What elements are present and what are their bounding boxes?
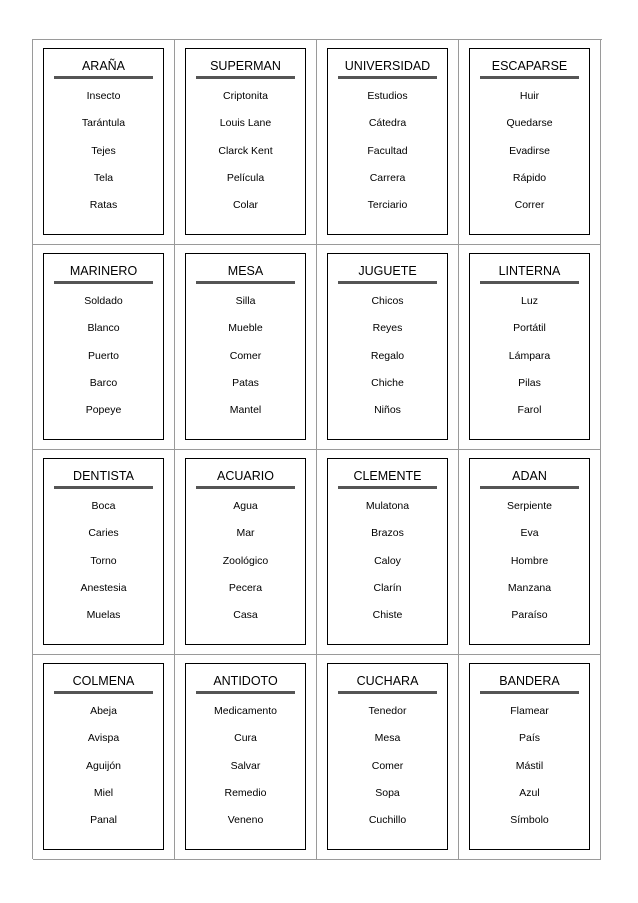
- card-cell: [459, 450, 601, 655]
- title-divider: [196, 76, 295, 79]
- forbidden-word: Barco: [89, 376, 118, 389]
- forbidden-word: Cuchillo: [368, 814, 407, 827]
- forbidden-word: Muelas: [86, 609, 121, 622]
- card-title: JUGUETE: [358, 264, 417, 278]
- forbidden-word-list: [44, 499, 163, 635]
- forbidden-word: Anestesia: [80, 581, 127, 594]
- card-title: MARINERO: [69, 264, 138, 278]
- forbidden-word: Aguijón: [85, 759, 122, 772]
- forbidden-word-list: [328, 499, 447, 635]
- title-divider: [54, 281, 153, 284]
- forbidden-word: Reyes: [372, 322, 403, 335]
- forbidden-word: Correr: [514, 199, 545, 212]
- forbidden-word: Agua: [233, 500, 258, 512]
- taboo-card: [43, 253, 164, 440]
- card-grid: [33, 40, 602, 860]
- taboo-card: [185, 253, 306, 440]
- title-divider: [480, 691, 579, 694]
- card-title: COLMENA: [72, 674, 135, 688]
- card-cell: [317, 450, 459, 655]
- forbidden-word: Facultad: [367, 144, 408, 157]
- forbidden-word: Lámpara: [508, 349, 551, 362]
- forbidden-word: Farol: [517, 404, 542, 417]
- taboo-card: [43, 48, 164, 235]
- forbidden-word: Veneno: [227, 814, 264, 827]
- forbidden-word-list: [328, 294, 447, 430]
- card-sheet: [32, 39, 602, 859]
- card-cell: [175, 245, 317, 450]
- title-divider: [196, 281, 295, 284]
- forbidden-word-list: [44, 294, 163, 430]
- title-divider: [54, 691, 153, 694]
- card-title: ACUARIO: [217, 469, 274, 483]
- forbidden-word: Azul: [519, 786, 540, 799]
- forbidden-word: Puerto: [88, 349, 119, 362]
- taboo-card: [185, 663, 306, 850]
- forbidden-word-list: [328, 89, 447, 225]
- forbidden-word: Miel: [93, 786, 114, 799]
- forbidden-word: Mueble: [228, 322, 263, 335]
- card-title: MESA: [227, 264, 264, 278]
- forbidden-word-list: [44, 89, 163, 225]
- forbidden-word: Mantel: [229, 404, 262, 417]
- card-title: UNIVERSIDAD: [344, 59, 431, 73]
- forbidden-word: Cura: [234, 732, 257, 745]
- forbidden-word: Portátil: [513, 322, 546, 335]
- forbidden-word-list: [186, 499, 305, 635]
- card-cell: [175, 450, 317, 655]
- card-cell: [459, 655, 601, 860]
- forbidden-word: Terciario: [367, 199, 408, 212]
- forbidden-word: Cátedra: [368, 117, 407, 130]
- card-title: BANDERA: [499, 674, 560, 688]
- forbidden-word: Película: [226, 171, 265, 184]
- forbidden-word: Chiche: [371, 376, 404, 389]
- forbidden-word: Evadirse: [509, 144, 550, 157]
- card-cell: [317, 40, 459, 245]
- forbidden-word: Abeja: [90, 705, 117, 717]
- forbidden-word: Mulatona: [365, 500, 410, 512]
- forbidden-word: País: [518, 732, 540, 745]
- title-divider: [480, 281, 579, 284]
- forbidden-word: Símbolo: [510, 814, 549, 827]
- forbidden-word: Comer: [371, 759, 404, 772]
- title-divider: [196, 486, 295, 489]
- forbidden-word: Popeye: [85, 404, 122, 417]
- forbidden-word: Huir: [519, 90, 540, 102]
- card-title: CUCHARA: [356, 674, 419, 688]
- forbidden-word: Remedio: [224, 786, 267, 799]
- forbidden-word: Boca: [91, 500, 116, 512]
- forbidden-word: Clarín: [373, 581, 402, 594]
- forbidden-word: Mar: [236, 527, 255, 540]
- forbidden-word: Zoológico: [222, 554, 269, 567]
- card-cell: [175, 655, 317, 860]
- forbidden-word: Rápido: [512, 171, 547, 184]
- taboo-card: [327, 458, 448, 645]
- card-title: ADAN: [512, 469, 547, 483]
- forbidden-word-list: [470, 704, 589, 840]
- forbidden-word: Hombre: [510, 554, 549, 567]
- forbidden-word: Medicamento: [213, 705, 278, 717]
- forbidden-word: Eva: [520, 527, 539, 540]
- forbidden-word: Tenedor: [368, 705, 407, 717]
- forbidden-word: Flamear: [510, 705, 549, 717]
- card-cell: [175, 40, 317, 245]
- taboo-card: [469, 253, 590, 440]
- taboo-card: [185, 48, 306, 235]
- forbidden-word: Luz: [521, 295, 538, 307]
- forbidden-word-list: [186, 704, 305, 840]
- forbidden-word: Torno: [90, 554, 117, 567]
- forbidden-word: Salvar: [230, 759, 261, 772]
- forbidden-word: Comer: [229, 349, 262, 362]
- card-title: LINTERNA: [498, 264, 561, 278]
- card-cell: [317, 245, 459, 450]
- forbidden-word: Soldado: [84, 295, 123, 307]
- forbidden-word: Ratas: [89, 199, 118, 212]
- forbidden-word-list: [470, 89, 589, 225]
- taboo-card: [469, 458, 590, 645]
- forbidden-word: Pilas: [518, 376, 541, 389]
- forbidden-word-list: [470, 294, 589, 430]
- taboo-card: [469, 48, 590, 235]
- forbidden-word: Colar: [232, 199, 259, 212]
- taboo-card: [469, 663, 590, 850]
- forbidden-word: Criptonita: [223, 90, 268, 102]
- forbidden-word: Serpiente: [507, 500, 552, 512]
- forbidden-word: Tela: [93, 171, 114, 184]
- forbidden-word: Tarántula: [81, 117, 126, 130]
- taboo-card: [327, 48, 448, 235]
- forbidden-word: Manzana: [507, 581, 552, 594]
- title-divider: [338, 281, 437, 284]
- forbidden-word: Carrera: [369, 171, 406, 184]
- taboo-card: [43, 663, 164, 850]
- forbidden-word: Mástil: [515, 759, 544, 772]
- card-cell: [317, 655, 459, 860]
- forbidden-word: Insecto: [86, 90, 121, 102]
- forbidden-word: Mesa: [374, 732, 401, 745]
- title-divider: [338, 691, 437, 694]
- card-cell: [459, 40, 601, 245]
- forbidden-word: Quedarse: [506, 117, 553, 130]
- taboo-card: [327, 253, 448, 440]
- forbidden-word: Tejes: [91, 144, 116, 157]
- card-title: ANTIDOTO: [213, 674, 278, 688]
- card-cell: [459, 245, 601, 450]
- taboo-card: [327, 663, 448, 850]
- forbidden-word: Pecera: [228, 581, 263, 594]
- card-cell: [33, 450, 175, 655]
- forbidden-word-list: [186, 294, 305, 430]
- forbidden-word: Caloy: [374, 554, 401, 567]
- forbidden-word: Louis Lane: [219, 117, 272, 130]
- forbidden-word-list: [186, 89, 305, 225]
- forbidden-word: Estudios: [367, 90, 408, 102]
- forbidden-word: Regalo: [370, 349, 405, 362]
- card-title: ESCAPARSE: [491, 59, 568, 73]
- title-divider: [480, 486, 579, 489]
- forbidden-word: Patas: [232, 376, 259, 389]
- forbidden-word: Caries: [88, 527, 119, 540]
- title-divider: [54, 76, 153, 79]
- title-divider: [480, 76, 579, 79]
- taboo-card: [185, 458, 306, 645]
- card-cell: [33, 245, 175, 450]
- title-divider: [196, 691, 295, 694]
- card-title: CLEMENTE: [353, 469, 422, 483]
- forbidden-word: Niños: [374, 404, 401, 417]
- forbidden-word: Clarck Kent: [218, 144, 273, 157]
- forbidden-word: Chicos: [371, 295, 404, 307]
- forbidden-word-list: [328, 704, 447, 840]
- card-title: DENTISTA: [73, 469, 134, 483]
- card-cell: [33, 655, 175, 860]
- forbidden-word: Casa: [233, 609, 258, 622]
- card-title: SUPERMAN: [210, 59, 281, 73]
- taboo-card: [43, 458, 164, 645]
- forbidden-word: Sopa: [375, 786, 400, 799]
- forbidden-word: Avispa: [87, 732, 120, 745]
- card-title: ARAÑA: [81, 59, 126, 73]
- forbidden-word: Paraíso: [511, 609, 548, 622]
- forbidden-word: Brazos: [371, 527, 404, 540]
- forbidden-word: Blanco: [87, 322, 120, 335]
- card-cell: [33, 40, 175, 245]
- forbidden-word-list: [44, 704, 163, 840]
- forbidden-word-list: [470, 499, 589, 635]
- forbidden-word: Panal: [90, 814, 117, 827]
- title-divider: [338, 486, 437, 489]
- forbidden-word: Chiste: [372, 609, 403, 622]
- title-divider: [338, 76, 437, 79]
- title-divider: [54, 486, 153, 489]
- forbidden-word: Silla: [235, 295, 256, 307]
